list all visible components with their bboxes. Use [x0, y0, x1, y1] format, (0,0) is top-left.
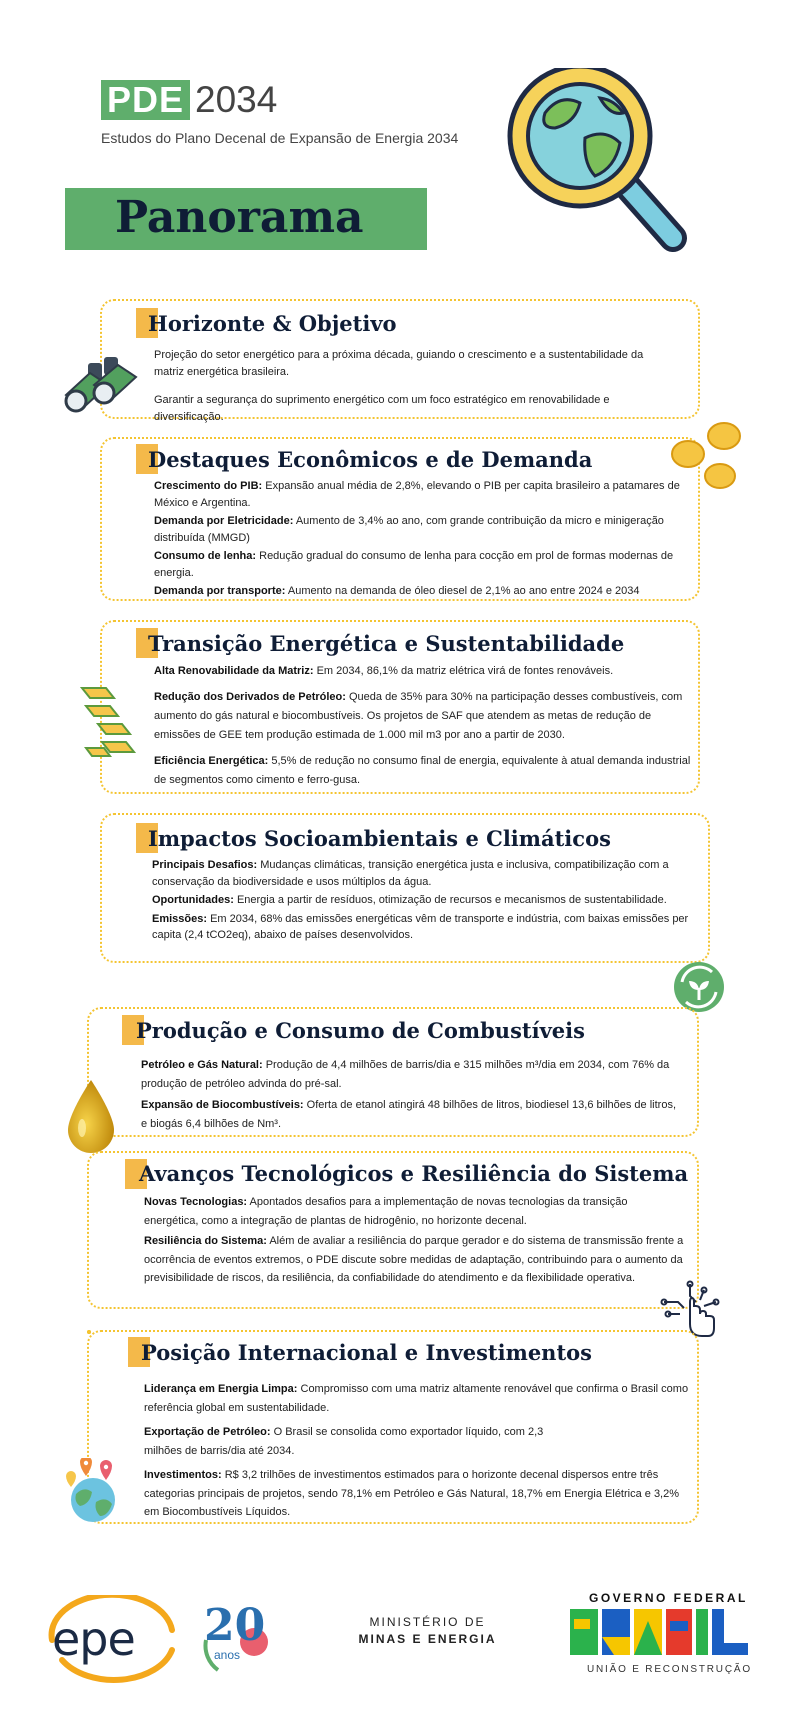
pde-subtitle: Estudos do Plano Decenal de Expansão de Energia 2034: [101, 130, 459, 146]
pde-year: 2034: [195, 79, 278, 120]
list-item: Resiliência do Sistema: Além de avaliar a resiliência do parque gerador e do sistema de transmissão frente a ocorrência de eventos extremos, o PDE discute sobre medidas de adaptação, contribuindo para o aumento da previsibilidade de riscos, da resiliência, da confiabilidade do atendimento e da flexibilidade operativa.: [144, 1235, 684, 1284]
gov-top: GOVERNO FEDERAL: [589, 1591, 748, 1605]
section-title: Avanços Tecnológicos e Resiliência do Sistema: [139, 1161, 689, 1186]
page-title: Panorama: [115, 192, 364, 243]
list-item: Petróleo e Gás Natural: Produção de 4,4 milhões de barris/dia e 315 milhões m³/dia em 2034, com 76% da produção de petróleo advinda do pré-sal.: [141, 1059, 670, 1090]
section-body: [154, 347, 674, 427]
list-item: Novas Tecnologias: Apontados desafios para a implementação de novas tecnologias da transição energética, como a integração de plantas de hidrogênio, no horizonte decenal.: [144, 1196, 628, 1227]
paragraph: Projeção do setor energético para a próxima década, guiando o crescimento e a sustentabilidade da matriz energética brasileira.: [154, 349, 644, 378]
list-item: Demanda por Eletricidade: Aumento de 3,4% ao ano, com grande contribuição da micro e minigeração distribuída (MMGD): [154, 515, 664, 544]
list-item: Investimentos: R$ 3,2 trilhões de investimentos estimados para o horizonte decenal dispersos entre três categorias principais de projetos, sendo 78,1% em Petróleo e Gás Natural, 18,7% em Energia Elétrica e 3,2% em Biocombustíveis Líquidos.: [144, 1469, 680, 1518]
panorama-banner: [65, 188, 427, 250]
plant-recycle-icon: [672, 960, 726, 1014]
section-title: Posição Internacional e Investimentos: [141, 1340, 592, 1365]
section-title: Produção e Consumo de Combustíveis: [136, 1018, 585, 1043]
magnifier-globe-icon: [505, 68, 705, 258]
globe-pins-icon: [60, 1458, 126, 1524]
section-body: [144, 1193, 684, 1290]
list-item: Principais Desafios: Mudanças climáticas, transição energética justa e inclusiva, compatibilização com a conservação da biodiversidade e usos múltiplos da água.: [152, 859, 669, 888]
brasil-logo: [570, 1607, 750, 1659]
list-item: Redução dos Derivados de Petróleo: Queda de 35% para 30% na participação desses combustíveis, com aumento do gás natural e biocombustíveis. Os projetos de SAF que atendem as metas de redução de emissões de GEE tem produção estimada de 1.000 mil m3 por ano a partir de 2030.: [154, 691, 683, 741]
solar-panels-icon: [76, 686, 142, 768]
list-item: Liderança em Energia Limpa: Compromisso com uma matriz altamente renovável que confirma o Brasil como referência global em sustentabilidade.: [144, 1383, 689, 1414]
list-item: Eficiência Energética: 5,5% de redução no consumo final de energia, equivalente à atual demanda industrial de segmentos como cimento e ferro-gusa.: [154, 755, 691, 786]
section-title: Impactos Socioambientais e Climáticos: [148, 826, 611, 851]
coins-icon: [668, 418, 748, 498]
epe-logo: epe: [52, 1612, 135, 1666]
anos-label: anos: [214, 1648, 241, 1662]
binoculars-icon: [60, 355, 140, 415]
gov-bottom: UNIÃO E RECONSTRUÇÃO: [587, 1664, 752, 1675]
list-item: Exportação de Petróleo: O Brasil se consolida como exportador líquido, com 2,3 milhões de barris/dia até 2034.: [144, 1426, 544, 1457]
section-body: [144, 1380, 689, 1524]
list-item: Emissões: Em 2034, 68% das emissões energéticas vêm de transporte e indústria, com baixas emissões per capita (2,4 tCO2eq), abaixo de países desenvolvidos.: [152, 912, 689, 941]
ministerio-logo: MINISTÉRIO DE MINAS E ENERGIA: [358, 1615, 497, 1646]
list-item: Alta Renovabilidade da Matriz: Em 2034, 86,1% da matriz elétrica virá de fontes renováveis.: [154, 665, 614, 677]
section-title: Transição Energética e Sustentabilidade: [148, 631, 625, 656]
section-body: [141, 1056, 681, 1136]
section-body: [152, 857, 700, 946]
anos-number: 20: [204, 1600, 266, 1651]
list-item: Consumo de lenha: Redução gradual do consumo de lenha para cocção em prol de formas modernas de energia.: [154, 550, 674, 579]
list-item: Crescimento do PIB: Expansão anual média de 2,8%, elevando o PIB per capita brasileiro a patamares de México e Argentina.: [154, 480, 680, 509]
section-title: Horizonte & Objetivo: [148, 311, 397, 336]
oil-drop-icon: [66, 1078, 116, 1154]
pde-logo: PDE: [101, 80, 190, 120]
section-body: [154, 662, 699, 792]
section-body: [154, 478, 702, 602]
list-item: Oportunidades: Energia a partir de resíduos, otimização de recursos e mecanismos de sustentabilidade.: [152, 894, 667, 906]
list-item: Expansão de Biocombustíveis: Oferta de etanol atingirá 48 bilhões de litros, biodiesel 13,6 bilhões de litros, e biogás 6,4 bilhões de Nm³.: [141, 1099, 677, 1130]
list-item: Demanda por transporte: Aumento na demanda de óleo diesel de 2,1% ao ano entre 2024 e 2034: [154, 585, 640, 597]
section-title: Destaques Econômicos e de Demanda: [148, 447, 593, 472]
paragraph: Garantir a segurança do suprimento energético com um foco estratégico em renovabilidade e diversificação.: [154, 394, 610, 423]
